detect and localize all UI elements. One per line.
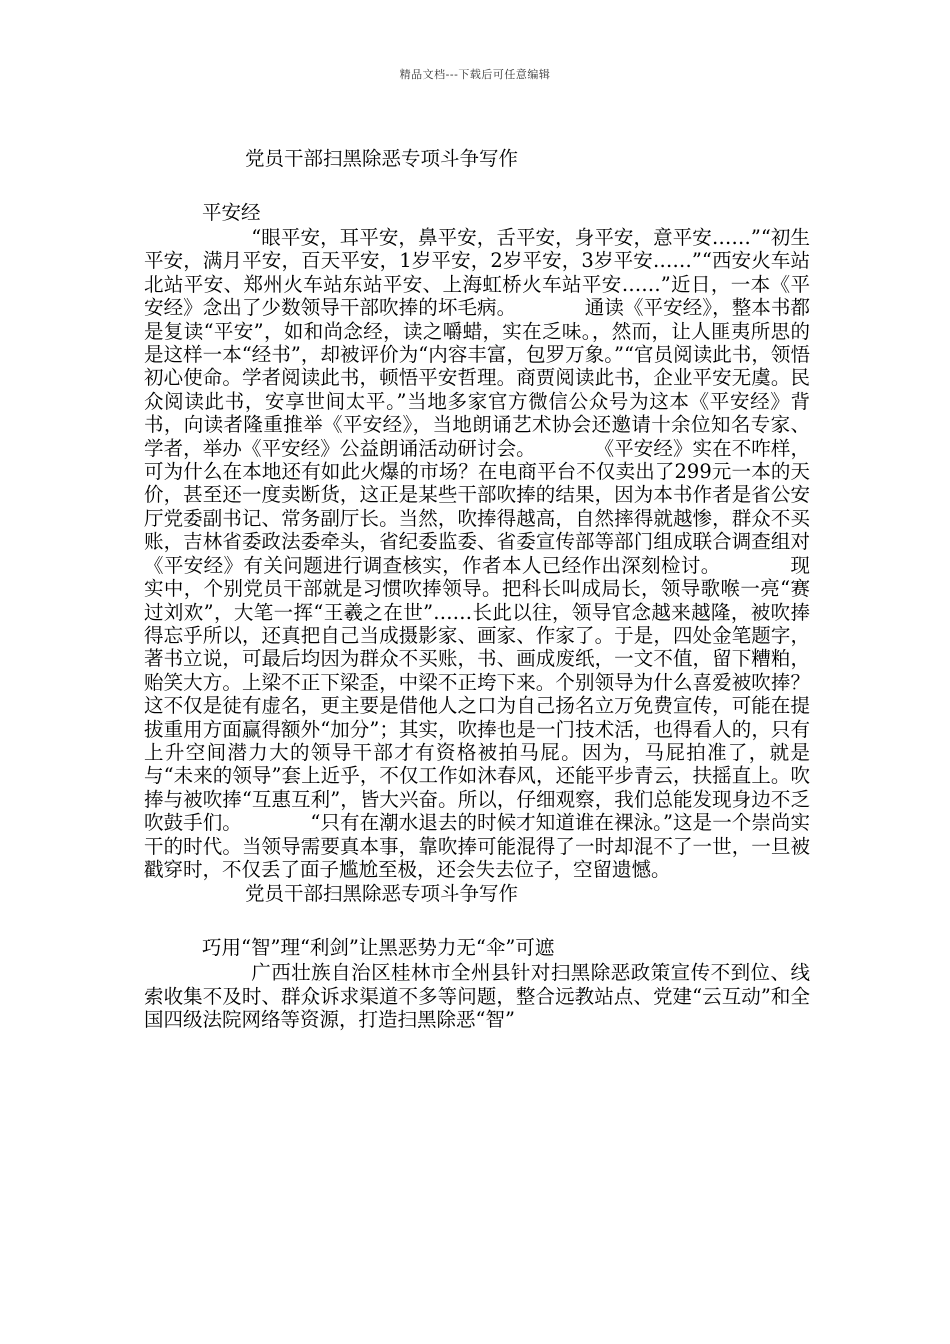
section-2-subtitle: 巧用“智”理“利剑”让黑恶势力无“伞”可遮	[202, 936, 555, 960]
section-1-title: 党员干部扫黑除恶专项斗争写作	[245, 147, 519, 170]
page-header: 精品文档---下载后可任意编辑	[399, 68, 551, 81]
document-body	[144, 146, 810, 1032]
section-2-paragraph: 广西壮族自治区桂林市全州县针对扫黑除恶政策宣传不到位、线索收集不及时、群众诉求渠道不多等问题，整合远教站点、党建“云互动”和全国四级法院网络等资源，打造扫黑除恶“智”	[144, 961, 810, 1032]
section-1-subtitle: 平安经	[202, 201, 261, 224]
section-1-paragraph: “眼平安，耳平安，鼻平安，舌平安，身平安，意平安……”“初生平安，满月平安，百天平安，1岁平安，2岁平安，3岁平安……”“西安火车站北站平安、郑州火车站东站平安、上海虹桥火车站平安……”近日，一本《平安经》念出了少数领导干部吹捧的坏毛病。 通读《平安经》，整本书都是复读“平安”，如和尚念经，读之嚼蜡，实在乏味。，然而，让人匪夷所思的是这样一本“经书”，却被评价为“内容丰富，包罗万象。”“官员阅读此书，领悟初心使命。学者阅读此书，顿悟平安哲理。商贾阅读此书，企业平安无虞。民众阅读此书，安享世间太平。”当地多家官方微信公众号为这本《平安经》背书，向读者隆重推举《平安经》，当地朗诵艺术协会还邀请十余位知名专家、学者，举办《平安经》公益朗诵活动研讨会。 《平安经》实在不咋样，可为什么在本地还有如此火爆的市场？在电商平台不仅卖出了299元一本的天价，甚至还一度卖断货，这正是某些干部吹捧的结果，因为本书作者是省公安厅党委副书记、常务副厅长。当然，吹捧得越高，自然摔得就越惨，群众不买账，吉林省委政法委牵头，省纪委监委、省委宣传部等部门组成联合调查组对《平安经》有关问题进行调查核实，作者本人已经作出深刻检讨。 现实中，个别党员干部就是习惯吹捧领导。把科长叫成局长，领导歌喉一亮“赛过刘欢”，大笔一挥“王羲之在世”……长此以往，领导官念越来越隆，被吹捧得忘乎所以，还真把自己当成摄影家、画家、作家了。于是，四处金笔题字，著书立说，可最后均因为群众不买账，书、画成废纸，一文不值，留下糟粕，贻笑大方。上梁不正下梁歪，中梁不正垮下来。个别领导为什么喜爱被吹捧？这不仅是徒有虚名，更主要是借他人之口为自己扬名立万免费宣传，可能在提拔重用方面赢得额外“加分”；其实，吹捧也是一门技术活，也得看人的，只有上升空间潜力大的领导干部才有资格被拍马屁。因为，马屁拍准了，就是与“未来的领导”套上近乎，不仅工作如沐春风，还能平步青云，扶摇直上。吹捧与被吹捧“互惠互利”，皆大兴奋。所以，仔细观察，我们总能发现身边不乏吹鼓手们。 “只有在潮水退去的时候才知道谁在裸泳。”这是一个崇尚实干的时代。当领导需要真本事，靠吹捧可能混得了一时却混不了一世，一旦被戳穿时，不仅丢了面子尴尬至极，还会失去位子，空留遗憾。	[144, 226, 810, 881]
section-2-title: 党员干部扫黑除恶专项斗争写作	[245, 882, 519, 906]
